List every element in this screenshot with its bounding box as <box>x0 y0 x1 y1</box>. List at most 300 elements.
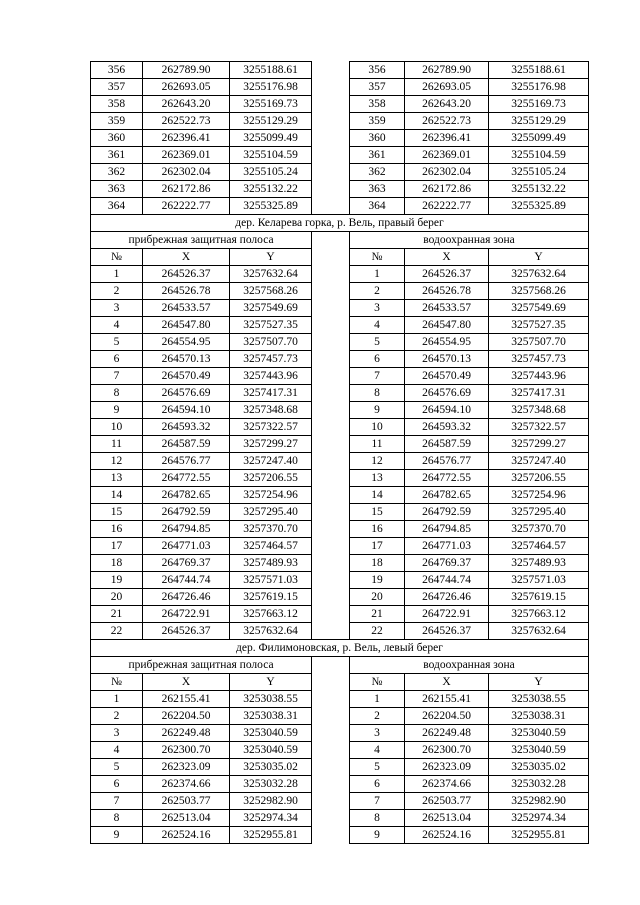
left-header-number: № <box>91 674 143 691</box>
right-y-coordinate: 3255132.22 <box>489 181 589 198</box>
table-row <box>91 589 589 606</box>
column-gap <box>312 725 350 742</box>
right-point-number: 358 <box>350 96 405 113</box>
left-x-coordinate: 262302.04 <box>143 164 230 181</box>
right-y-coordinate: 3257549.69 <box>489 300 589 317</box>
right-y-coordinate: 3257348.68 <box>489 402 589 419</box>
left-y-coordinate: 3255099.49 <box>230 130 312 147</box>
column-gap <box>312 130 350 147</box>
left-y-coordinate: 3255169.73 <box>230 96 312 113</box>
right-x-coordinate: 264526.78 <box>405 283 489 300</box>
left-y-coordinate: 3253038.55 <box>230 691 312 708</box>
right-y-coordinate: 3255169.73 <box>489 96 589 113</box>
right-point-number: 4 <box>350 742 405 759</box>
right-point-number: 362 <box>350 164 405 181</box>
table-row <box>91 164 589 181</box>
right-x-coordinate: 264526.37 <box>405 623 489 640</box>
column-gap <box>312 589 350 606</box>
table-row <box>91 62 589 79</box>
table-row <box>91 623 589 640</box>
right-x-coordinate: 264576.77 <box>405 453 489 470</box>
left-y-coordinate: 3253032.28 <box>230 776 312 793</box>
table-row <box>91 742 589 759</box>
left-y-coordinate: 3257507.70 <box>230 334 312 351</box>
left-header-y: Y <box>230 249 312 266</box>
left-x-coordinate: 264593.32 <box>143 419 230 436</box>
table-row <box>91 691 589 708</box>
right-y-coordinate: 3255105.24 <box>489 164 589 181</box>
right-x-coordinate: 264722.91 <box>405 606 489 623</box>
table-row <box>91 827 589 844</box>
left-point-number: 22 <box>91 623 143 640</box>
right-x-coordinate: 264771.03 <box>405 538 489 555</box>
left-x-coordinate: 262789.90 <box>143 62 230 79</box>
table-row <box>91 555 589 572</box>
right-point-number: 1 <box>350 266 405 283</box>
right-point-number: 364 <box>350 198 405 215</box>
section-heading-row <box>91 232 589 249</box>
column-header-row <box>91 249 589 266</box>
table-row <box>91 606 589 623</box>
right-x-coordinate: 262172.86 <box>405 181 489 198</box>
right-point-number: 7 <box>350 368 405 385</box>
left-y-coordinate: 3252974.34 <box>230 810 312 827</box>
left-y-coordinate: 3255132.22 <box>230 181 312 198</box>
right-point-number: 3 <box>350 300 405 317</box>
column-gap <box>312 96 350 113</box>
right-y-coordinate: 3257568.26 <box>489 283 589 300</box>
left-point-number: 19 <box>91 572 143 589</box>
table-row <box>91 504 589 521</box>
table-row <box>91 181 589 198</box>
right-y-coordinate: 3257527.35 <box>489 317 589 334</box>
right-point-number: 5 <box>350 334 405 351</box>
table-row <box>91 538 589 555</box>
table-row <box>91 130 589 147</box>
column-gap <box>312 827 350 844</box>
table-row <box>91 113 589 130</box>
column-gap <box>312 249 350 266</box>
left-point-number: 20 <box>91 589 143 606</box>
right-y-coordinate: 3255176.98 <box>489 79 589 96</box>
column-gap <box>312 402 350 419</box>
left-point-number: 356 <box>91 62 143 79</box>
right-y-coordinate: 3257571.03 <box>489 572 589 589</box>
right-point-number: 16 <box>350 521 405 538</box>
table-row <box>91 283 589 300</box>
column-gap <box>312 147 350 164</box>
left-point-number: 5 <box>91 334 143 351</box>
right-point-number: 21 <box>350 606 405 623</box>
column-gap <box>312 232 350 249</box>
left-x-coordinate: 264554.95 <box>143 334 230 351</box>
left-x-coordinate: 264772.55 <box>143 470 230 487</box>
left-header-x: X <box>143 674 230 691</box>
left-y-coordinate: 3257322.57 <box>230 419 312 436</box>
table-row <box>91 351 589 368</box>
table-row <box>91 453 589 470</box>
left-point-number: 1 <box>91 266 143 283</box>
column-gap <box>312 62 350 79</box>
right-point-number: 17 <box>350 538 405 555</box>
right-y-coordinate: 3257457.73 <box>489 351 589 368</box>
right-y-coordinate: 3257464.57 <box>489 538 589 555</box>
column-gap <box>312 300 350 317</box>
column-gap <box>312 657 350 674</box>
left-point-number: 363 <box>91 181 143 198</box>
right-point-number: 13 <box>350 470 405 487</box>
right-point-number: 9 <box>350 402 405 419</box>
right-x-coordinate: 262369.01 <box>405 147 489 164</box>
right-header-number: № <box>350 249 405 266</box>
left-header-y: Y <box>230 674 312 691</box>
table-row <box>91 810 589 827</box>
left-point-number: 16 <box>91 521 143 538</box>
left-header-x: X <box>143 249 230 266</box>
right-point-number: 359 <box>350 113 405 130</box>
left-zone-heading: прибрежная защитная полоса <box>91 232 312 249</box>
right-y-coordinate: 3257370.70 <box>489 521 589 538</box>
left-x-coordinate: 264594.10 <box>143 402 230 419</box>
right-point-number: 14 <box>350 487 405 504</box>
left-point-number: 360 <box>91 130 143 147</box>
left-y-coordinate: 3255176.98 <box>230 79 312 96</box>
left-x-coordinate: 264576.77 <box>143 453 230 470</box>
left-y-coordinate: 3255104.59 <box>230 147 312 164</box>
right-y-coordinate: 3253038.31 <box>489 708 589 725</box>
right-header-y: Y <box>489 249 589 266</box>
left-x-coordinate: 264792.59 <box>143 504 230 521</box>
left-point-number: 13 <box>91 470 143 487</box>
right-y-coordinate: 3255325.89 <box>489 198 589 215</box>
left-y-coordinate: 3257247.40 <box>230 453 312 470</box>
left-point-number: 18 <box>91 555 143 572</box>
left-y-coordinate: 3257464.57 <box>230 538 312 555</box>
right-y-coordinate: 3253040.59 <box>489 725 589 742</box>
left-point-number: 6 <box>91 776 143 793</box>
column-gap <box>312 266 350 283</box>
left-x-coordinate: 264547.80 <box>143 317 230 334</box>
left-y-coordinate: 3252982.90 <box>230 793 312 810</box>
column-gap <box>312 606 350 623</box>
right-x-coordinate: 262155.41 <box>405 691 489 708</box>
left-point-number: 364 <box>91 198 143 215</box>
right-point-number: 22 <box>350 623 405 640</box>
right-y-coordinate: 3257299.27 <box>489 436 589 453</box>
right-zone-heading: водоохранная зона <box>350 232 589 249</box>
right-x-coordinate: 262300.70 <box>405 742 489 759</box>
left-x-coordinate: 262693.05 <box>143 79 230 96</box>
left-point-number: 361 <box>91 147 143 164</box>
left-y-coordinate: 3253038.31 <box>230 708 312 725</box>
right-x-coordinate: 262222.77 <box>405 198 489 215</box>
column-gap <box>312 555 350 572</box>
column-gap <box>312 572 350 589</box>
right-x-coordinate: 264587.59 <box>405 436 489 453</box>
right-x-coordinate: 262374.66 <box>405 776 489 793</box>
right-header-number: № <box>350 674 405 691</box>
right-point-number: 18 <box>350 555 405 572</box>
right-point-number: 357 <box>350 79 405 96</box>
left-y-coordinate: 3257295.40 <box>230 504 312 521</box>
right-y-coordinate: 3257632.64 <box>489 266 589 283</box>
right-y-coordinate: 3257295.40 <box>489 504 589 521</box>
left-point-number: 21 <box>91 606 143 623</box>
left-y-coordinate: 3257206.55 <box>230 470 312 487</box>
column-gap <box>312 742 350 759</box>
left-x-coordinate: 262374.66 <box>143 776 230 793</box>
right-x-coordinate: 264792.59 <box>405 504 489 521</box>
table-row <box>91 419 589 436</box>
left-y-coordinate: 3257299.27 <box>230 436 312 453</box>
left-y-coordinate: 3257527.35 <box>230 317 312 334</box>
column-gap <box>312 538 350 555</box>
table-row <box>91 198 589 215</box>
right-point-number: 9 <box>350 827 405 844</box>
column-gap <box>312 453 350 470</box>
left-x-coordinate: 262323.09 <box>143 759 230 776</box>
left-x-coordinate: 264526.37 <box>143 266 230 283</box>
left-point-number: 4 <box>91 742 143 759</box>
left-point-number: 11 <box>91 436 143 453</box>
right-point-number: 7 <box>350 793 405 810</box>
table-row <box>91 793 589 810</box>
right-y-coordinate: 3257322.57 <box>489 419 589 436</box>
table-row <box>91 96 589 113</box>
right-point-number: 1 <box>350 691 405 708</box>
left-x-coordinate: 262300.70 <box>143 742 230 759</box>
right-x-coordinate: 264570.13 <box>405 351 489 368</box>
right-point-number: 15 <box>350 504 405 521</box>
right-y-coordinate: 3253040.59 <box>489 742 589 759</box>
right-y-coordinate: 3257619.15 <box>489 589 589 606</box>
column-gap <box>312 793 350 810</box>
table-row <box>91 334 589 351</box>
right-y-coordinate: 3257507.70 <box>489 334 589 351</box>
left-x-coordinate: 264570.13 <box>143 351 230 368</box>
left-point-number: 8 <box>91 810 143 827</box>
column-gap <box>312 623 350 640</box>
left-x-coordinate: 262396.41 <box>143 130 230 147</box>
column-header-row <box>91 674 589 691</box>
left-x-coordinate: 262222.77 <box>143 198 230 215</box>
table-row <box>91 521 589 538</box>
right-y-coordinate: 3255104.59 <box>489 147 589 164</box>
column-gap <box>312 691 350 708</box>
right-x-coordinate: 264744.74 <box>405 572 489 589</box>
left-point-number: 10 <box>91 419 143 436</box>
right-point-number: 12 <box>350 453 405 470</box>
left-x-coordinate: 262513.04 <box>143 810 230 827</box>
right-x-coordinate: 262513.04 <box>405 810 489 827</box>
left-point-number: 8 <box>91 385 143 402</box>
right-y-coordinate: 3255188.61 <box>489 62 589 79</box>
right-point-number: 6 <box>350 776 405 793</box>
table-row <box>91 385 589 402</box>
left-x-coordinate: 262172.86 <box>143 181 230 198</box>
right-x-coordinate: 262524.16 <box>405 827 489 844</box>
right-y-coordinate: 3255129.29 <box>489 113 589 130</box>
right-point-number: 20 <box>350 589 405 606</box>
left-point-number: 3 <box>91 725 143 742</box>
column-gap <box>312 164 350 181</box>
left-x-coordinate: 262249.48 <box>143 725 230 742</box>
column-gap <box>312 470 350 487</box>
left-point-number: 5 <box>91 759 143 776</box>
column-gap <box>312 317 350 334</box>
right-x-coordinate: 264769.37 <box>405 555 489 572</box>
left-y-coordinate: 3257370.70 <box>230 521 312 538</box>
left-point-number: 9 <box>91 827 143 844</box>
right-x-coordinate: 264726.46 <box>405 589 489 606</box>
right-x-coordinate: 262323.09 <box>405 759 489 776</box>
right-x-coordinate: 264593.32 <box>405 419 489 436</box>
column-gap <box>312 113 350 130</box>
left-y-coordinate: 3257489.93 <box>230 555 312 572</box>
left-y-coordinate: 3257663.12 <box>230 606 312 623</box>
column-gap <box>312 521 350 538</box>
right-x-coordinate: 262693.05 <box>405 79 489 96</box>
right-y-coordinate: 3257206.55 <box>489 470 589 487</box>
left-x-coordinate: 264744.74 <box>143 572 230 589</box>
left-point-number: 359 <box>91 113 143 130</box>
table-row <box>91 470 589 487</box>
column-gap <box>312 708 350 725</box>
right-header-y: Y <box>489 674 589 691</box>
left-point-number: 362 <box>91 164 143 181</box>
column-gap <box>312 351 350 368</box>
left-x-coordinate: 264533.57 <box>143 300 230 317</box>
column-gap <box>312 776 350 793</box>
left-y-coordinate: 3255129.29 <box>230 113 312 130</box>
left-y-coordinate: 3257632.64 <box>230 266 312 283</box>
right-y-coordinate: 3257247.40 <box>489 453 589 470</box>
left-y-coordinate: 3255188.61 <box>230 62 312 79</box>
left-point-number: 357 <box>91 79 143 96</box>
left-x-coordinate: 264794.85 <box>143 521 230 538</box>
left-x-coordinate: 262643.20 <box>143 96 230 113</box>
right-y-coordinate: 3252955.81 <box>489 827 589 844</box>
right-x-coordinate: 264772.55 <box>405 470 489 487</box>
column-gap <box>312 419 350 436</box>
right-x-coordinate: 264794.85 <box>405 521 489 538</box>
table-row <box>91 317 589 334</box>
left-point-number: 14 <box>91 487 143 504</box>
table-row <box>91 79 589 96</box>
column-gap <box>312 79 350 96</box>
table-row <box>91 572 589 589</box>
right-header-x: X <box>405 674 489 691</box>
table-row <box>91 487 589 504</box>
right-point-number: 6 <box>350 351 405 368</box>
right-y-coordinate: 3257489.93 <box>489 555 589 572</box>
section-title: дер. Келарева горка, р. Вель, правый берег <box>91 215 589 232</box>
column-gap <box>312 385 350 402</box>
left-x-coordinate: 264570.49 <box>143 368 230 385</box>
right-x-coordinate: 262302.04 <box>405 164 489 181</box>
left-x-coordinate: 262524.16 <box>143 827 230 844</box>
right-x-coordinate: 262503.77 <box>405 793 489 810</box>
left-point-number: 2 <box>91 283 143 300</box>
right-x-coordinate: 264533.57 <box>405 300 489 317</box>
section-title: дер. Филимоновская, р. Вель, левый берег <box>91 640 589 657</box>
column-gap <box>312 368 350 385</box>
right-y-coordinate: 3252982.90 <box>489 793 589 810</box>
coordinates-table <box>90 61 589 844</box>
column-gap <box>312 283 350 300</box>
left-y-coordinate: 3257443.96 <box>230 368 312 385</box>
left-x-coordinate: 262503.77 <box>143 793 230 810</box>
left-x-coordinate: 262369.01 <box>143 147 230 164</box>
left-x-coordinate: 264722.91 <box>143 606 230 623</box>
right-y-coordinate: 3257254.96 <box>489 487 589 504</box>
right-point-number: 3 <box>350 725 405 742</box>
left-y-coordinate: 3257549.69 <box>230 300 312 317</box>
right-x-coordinate: 262204.50 <box>405 708 489 725</box>
right-point-number: 8 <box>350 385 405 402</box>
left-point-number: 7 <box>91 793 143 810</box>
right-point-number: 11 <box>350 436 405 453</box>
right-y-coordinate: 3253038.55 <box>489 691 589 708</box>
right-point-number: 356 <box>350 62 405 79</box>
right-x-coordinate: 264782.65 <box>405 487 489 504</box>
right-y-coordinate: 3257417.31 <box>489 385 589 402</box>
table-row <box>91 368 589 385</box>
right-x-coordinate: 262643.20 <box>405 96 489 113</box>
left-point-number: 3 <box>91 300 143 317</box>
column-gap <box>312 674 350 691</box>
right-y-coordinate: 3257663.12 <box>489 606 589 623</box>
right-x-coordinate: 264576.69 <box>405 385 489 402</box>
right-x-coordinate: 264547.80 <box>405 317 489 334</box>
left-x-coordinate: 262522.73 <box>143 113 230 130</box>
left-y-coordinate: 3255105.24 <box>230 164 312 181</box>
column-gap <box>312 810 350 827</box>
left-point-number: 2 <box>91 708 143 725</box>
right-x-coordinate: 264570.49 <box>405 368 489 385</box>
table-row <box>91 300 589 317</box>
left-y-coordinate: 3257348.68 <box>230 402 312 419</box>
column-gap <box>312 334 350 351</box>
left-header-number: № <box>91 249 143 266</box>
left-point-number: 9 <box>91 402 143 419</box>
left-point-number: 358 <box>91 96 143 113</box>
left-y-coordinate: 3255325.89 <box>230 198 312 215</box>
left-x-coordinate: 264576.69 <box>143 385 230 402</box>
left-point-number: 15 <box>91 504 143 521</box>
left-x-coordinate: 264726.46 <box>143 589 230 606</box>
column-gap <box>312 487 350 504</box>
section-title-row <box>91 215 589 232</box>
right-y-coordinate: 3253032.28 <box>489 776 589 793</box>
table-row <box>91 266 589 283</box>
right-point-number: 4 <box>350 317 405 334</box>
right-x-coordinate: 262522.73 <box>405 113 489 130</box>
right-y-coordinate: 3255099.49 <box>489 130 589 147</box>
right-x-coordinate: 262249.48 <box>405 725 489 742</box>
right-point-number: 2 <box>350 283 405 300</box>
column-gap <box>312 181 350 198</box>
left-point-number: 17 <box>91 538 143 555</box>
left-point-number: 7 <box>91 368 143 385</box>
right-x-coordinate: 264594.10 <box>405 402 489 419</box>
column-gap <box>312 759 350 776</box>
left-x-coordinate: 264771.03 <box>143 538 230 555</box>
left-y-coordinate: 3257568.26 <box>230 283 312 300</box>
right-y-coordinate: 3257632.64 <box>489 623 589 640</box>
right-y-coordinate: 3257443.96 <box>489 368 589 385</box>
left-x-coordinate: 264526.78 <box>143 283 230 300</box>
